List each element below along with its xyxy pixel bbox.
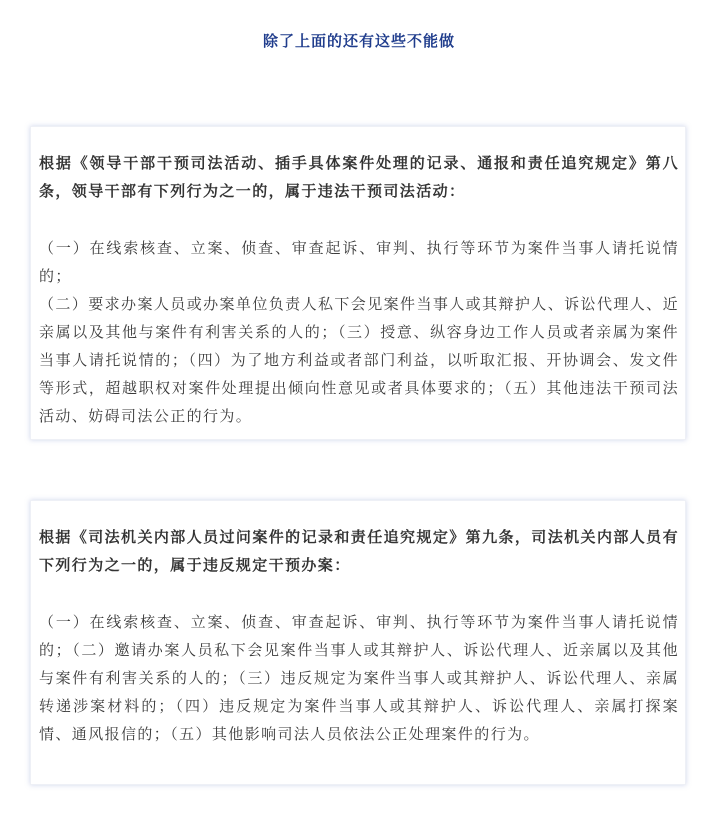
regulation-card-judicial-staff — [30, 500, 686, 785]
card-paragraph: （一）在线索核查、立案、侦查、审查起诉、审判、执行等环节为案件当事人请托说情的；（二）邀请办案人员私下会见案件当事人或其辩护人、诉讼代理人、近亲属以及其他与案件有利害关系的人的；（三）违反规定为案件当事人或其辩护人、诉讼代理人、亲属转递涉案材料的；（四）违反规定为案件当事人或其辩护人、诉讼代理人、亲属打探案情、通风报信的；（五）其他影响司法人员依法公正处理案件的行为。 — [39, 613, 679, 743]
card-paragraph: （二）要求办案人员或办案单位负责人私下会见案件当事人或其辩护人、诉讼代理人、近亲属以及其他与案件有利害关系的人的；（三）授意、纵容身边工作人员或者亲属为案件当事人请托说情的；（四）为了地方利益或者部门利益，以听取汇报、开协调会、发文件等形式，超越职权对案件处理提出倾向性意见或者具体要求的；（五）其他违法干预司法活动、妨碍司法公正的行为。 — [39, 295, 679, 425]
card-body — [39, 234, 679, 430]
card-paragraph: （一）在线索核查、立案、侦查、审查起诉、审判、执行等环节为案件当事人请托说情的； — [39, 239, 679, 285]
card-heading: 根据《领导干部干预司法活动、插手具体案件处理的记录、通报和责任追究规定》第八条，领导干部有下列行为之一的，属于违法干预司法活动： — [39, 154, 679, 200]
card-heading: 根据《司法机关内部人员过问案件的记录和责任追究规定》第九条，司法机关内部人员有下列行为之一的，属于违反规定干预办案： — [39, 528, 679, 574]
page-title: 除了上面的还有这些不能做 — [262, 32, 455, 50]
regulation-card-leaders — [30, 126, 686, 440]
card-body — [39, 608, 679, 748]
